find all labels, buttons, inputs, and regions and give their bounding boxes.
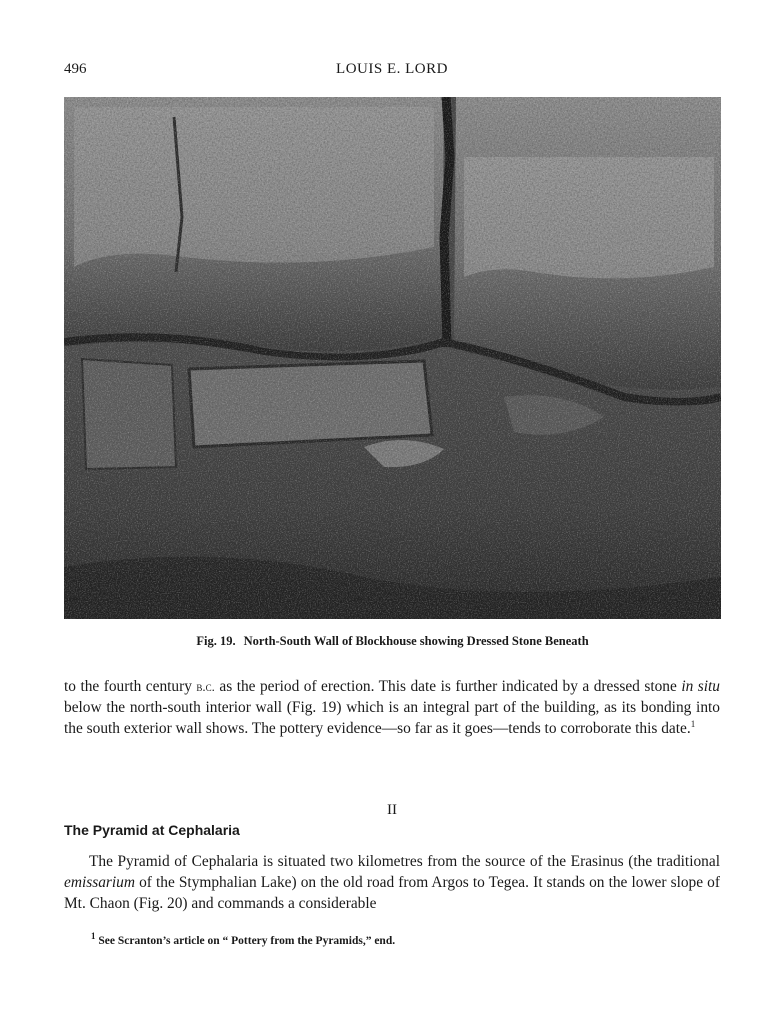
era-abbreviation: b.c. bbox=[196, 679, 215, 694]
paragraph-2-text-a: The Pyramid of Cephalaria is situated two kilometres from the source of the Erasinus (the traditional bbox=[89, 853, 720, 870]
paragraph-2-text-b: of the Stymphalian Lake) on the old road from Argos to Tegea. It stands on the lower slope of Mt. Chaon (Fig. 20) and commands a considerable bbox=[64, 874, 720, 912]
section-number: II bbox=[387, 802, 397, 818]
footnote-marker: 1 bbox=[91, 931, 96, 942]
paragraph-1-text-c: below the north-south interior wall (Fig. 19) which is an integral part of the building, as its bonding into the south exterior wall shows. The pottery evidence—so far as it goes—tends to corroborate this date. bbox=[64, 699, 720, 737]
paragraph-1 bbox=[64, 676, 720, 739]
footnote-text: See Scranton’s article on “ Pottery from the Pyramids,” end. bbox=[95, 935, 396, 947]
paragraph-1-text-b: as the period of erection. This date is further indicated by a dressed stone bbox=[214, 678, 682, 695]
figure-caption bbox=[64, 634, 721, 649]
running-head: LOUIS E. LORD bbox=[336, 61, 448, 77]
stone-wall-photo bbox=[64, 97, 721, 619]
figure-photo bbox=[64, 97, 721, 619]
figure-label: Fig. 19. bbox=[196, 634, 236, 648]
section-heading: The Pyramid at Cephalaria bbox=[64, 822, 240, 838]
paragraph-1-text-a: to the fourth century bbox=[64, 678, 197, 695]
page-number: 496 bbox=[64, 61, 87, 77]
italic-term: in situ bbox=[681, 678, 720, 695]
italic-term: emissarium bbox=[64, 874, 135, 891]
footnote-reference[interactable]: 1 bbox=[690, 718, 696, 729]
figure-caption-text: North-South Wall of Blockhouse showing Dressed Stone Beneath bbox=[243, 634, 589, 648]
footnote bbox=[91, 931, 396, 947]
paragraph-2 bbox=[64, 851, 720, 914]
